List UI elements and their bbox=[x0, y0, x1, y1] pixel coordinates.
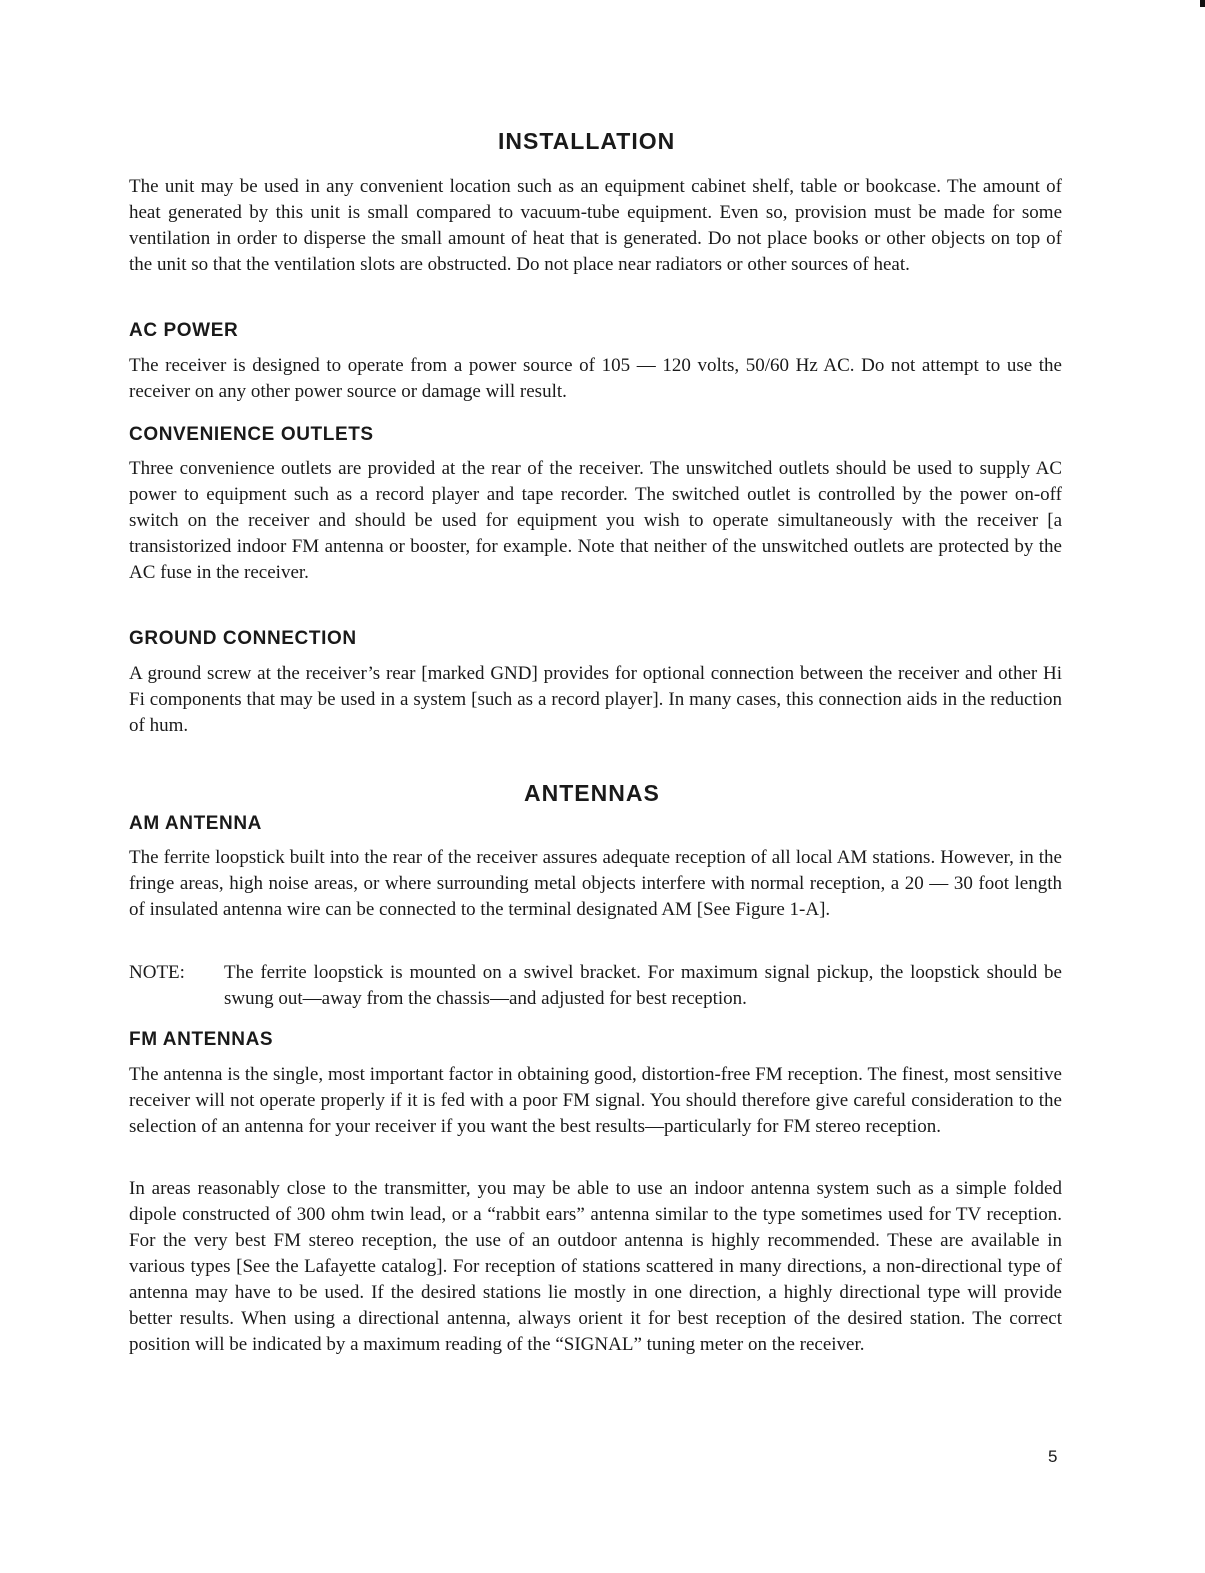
antennas-title: ANTENNAS bbox=[524, 780, 660, 806]
page-number: 5 bbox=[1048, 1447, 1058, 1466]
ac-power-heading: AC POWER bbox=[129, 320, 239, 341]
installation-title: INSTALLATION bbox=[498, 128, 676, 154]
fm-antennas-text-1: The antenna is the single, most important factor in obtaining good, distortion-free FM reception. The finest, most sensitive receiver will not operate properly if it is fed with a poor FM signal. You should therefore give careful consideration to the selection of an antenna for your receiver if you want the best results—particularly for FM stereo reception. bbox=[129, 1064, 1062, 1137]
fm-antennas-text-2: In areas reasonably close to the transmitter, you may be able to use an indoor antenna system such as a simple folded dipole constructed of 300 ohm twin lead, or a “rabbit ears” antenna similar to the type sometimes used for TV reception. For the very best FM stereo reception, the use of an outdoor antenna is highly recommended. These are available in various types [See the Lafayette catalog]. For reception of stations scattered in many directions, a non-directional type of antenna may have to be used. If the desired stations lie mostly in one direction, a highly directional type will provide better results. When using a directional antenna, always orient it for best reception of the desired station. The correct position will be indicated by a maximum reading of the “SIGNAL” tuning meter on the receiver. bbox=[129, 1178, 1062, 1355]
am-antenna-text: The ferrite loopstick built into the rear of the receiver assures adequate reception of all local AM stations. However, in the fringe areas, high noise areas, or where surrounding metal objects interfere with normal reception, a 20 — 30 foot length of insulated antenna wire can be connected to the terminal designated AM [See Figure 1-A]. bbox=[129, 847, 1062, 920]
convenience-outlets-heading: CONVENIENCE OUTLETS bbox=[129, 424, 374, 445]
convenience-outlets-text: Three convenience outlets are provided at the rear of the receiver. The unswitched outlets should be used to supply AC power to equipment such as a record player and tape recorder. The switched outlet is controlled by the power on-off switch on the receiver and should be used for equipment you wish to operate simultaneously with the receiver [a transistorized indoor FM antenna or booster, for example. Note that neither of the unswitched outlets are protected by the AC fuse in the receiver. bbox=[129, 458, 1062, 583]
am-antenna-heading: AM ANTENNA bbox=[129, 813, 263, 834]
installation-intro: The unit may be used in any convenient location such as an equipment cabinet shelf, table or bookcase. The amount of heat generated by this unit is small compared to vacuum-tube equipment. Even so, provision must be made for some ventilation in order to disperse the small amount of heat that is generated. Do not place books or other objects on top of the unit so that the ventilation slots are obstructed. Do not place near radiators or other sources of heat. bbox=[129, 176, 1062, 275]
ground-connection-text: A ground screw at the receiver’s rear [marked GND] provides for optional connection between the receiver and other Hi Fi components that may be used in a system [such as a record player]. In many cases, this connection aids in the reduction of hum. bbox=[129, 663, 1062, 736]
fm-antennas-heading: FM ANTENNAS bbox=[129, 1029, 274, 1050]
corner-mark bbox=[1200, 0, 1205, 7]
ground-connection-heading: GROUND CONNECTION bbox=[129, 628, 357, 649]
ac-power-text: The receiver is designed to operate from a power source of 105 — 120 volts, 50/60 Hz AC. Do not attempt to use the receiver on any other power source or damage will result. bbox=[129, 355, 1062, 402]
note-text: The ferrite loopstick is mounted on a swivel bracket. For maximum signal pickup, the loopstick should be swung out—away from the chassis—and adjusted for best reception. bbox=[224, 962, 1062, 1009]
note-label: NOTE: bbox=[129, 962, 185, 983]
